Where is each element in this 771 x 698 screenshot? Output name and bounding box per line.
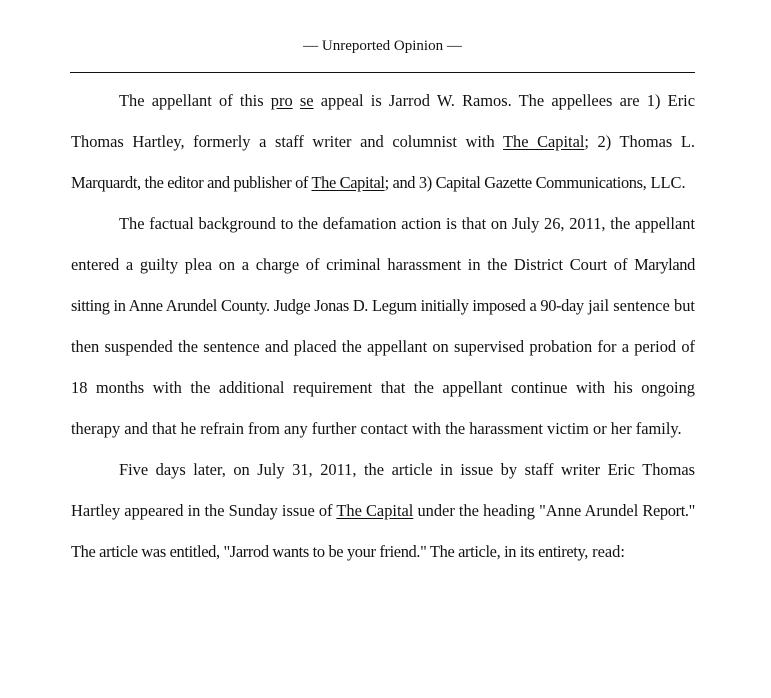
paragraph-article <box>71 449 695 572</box>
text-run <box>293 91 300 110</box>
text-run: appeal is Jarrod W. Ramos. The appellees are 1) Eric Thomas Hartley, formerly a staff writer and columnist with <box>71 91 695 151</box>
text-run: Five days later, on July 31, 2011, the article in issue by staff writer Eric Thomas Hartley appeared in the Sunday issue of <box>71 460 695 520</box>
latin-term-se: se <box>299 91 314 110</box>
text-run: Report." The article was entitled, "Jarrod wants to be your friend." The article, in its entirety, <box>71 501 696 561</box>
page-header: — Unreported Opinion — <box>303 38 462 54</box>
text-run: Maryland sitting in Anne Arundel County. Judge Jonas D. Legum initially imposed a 90-day <box>71 255 695 315</box>
text-run: jail sentence but then suspended the sentence and placed the appellant on supervised probation for a period of 18 months with the additional requirement that the appellant continue with his ongoing therapy and that he refrain from any further contact with the harassment victim or her family. <box>71 296 695 438</box>
text-run: ; and 3) Capital Gazette Communications, <box>384 173 647 192</box>
text-run: Marquardt, the editor and publisher of <box>71 173 312 192</box>
text-run: LLC. <box>646 173 686 192</box>
newspaper-title: The Capital <box>503 132 585 151</box>
text-run: under the heading "Anne Arundel <box>413 501 643 520</box>
paragraph-background <box>71 203 695 449</box>
opinion-body <box>71 80 695 572</box>
latin-term-pro: pro <box>270 91 293 110</box>
text-run: read: <box>588 542 625 561</box>
text-run: ; 2) Thomas L. <box>584 132 696 151</box>
newspaper-title: The Capital <box>311 173 385 192</box>
text-run: The appellant of this <box>119 91 271 110</box>
text-run: The factual background to the defamation action is that on July 26, 2011, the appellant entered a guilty plea on a charge of criminal harassment in the District Court of <box>71 214 695 274</box>
paragraph-parties <box>71 80 695 203</box>
newspaper-title: The Capital <box>336 501 414 520</box>
header-rule <box>70 72 695 73</box>
text-run <box>71 173 646 192</box>
